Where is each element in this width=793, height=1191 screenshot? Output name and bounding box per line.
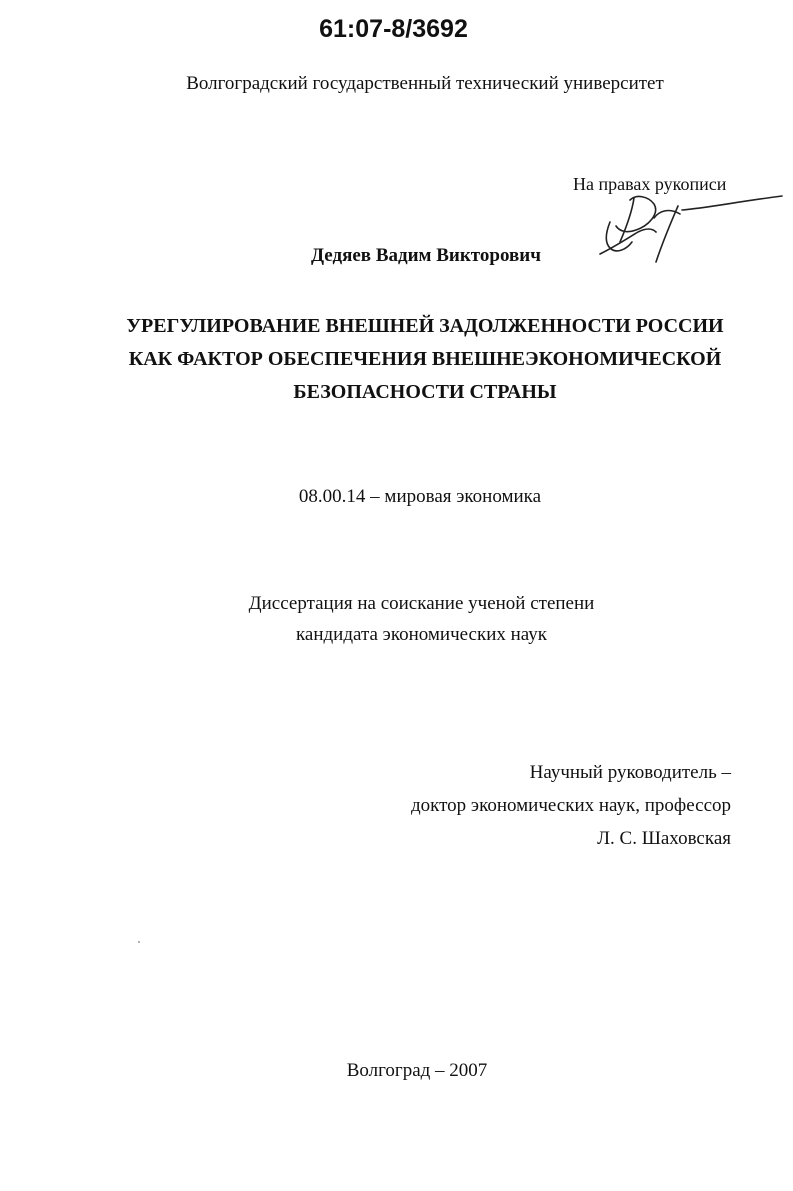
handwritten-signature-icon [596,188,786,268]
signature-stroke [606,222,632,251]
scan-speck [138,941,140,943]
supervisor-block [411,756,731,855]
signature-stroke [616,197,656,232]
signature-stroke [656,206,678,262]
author-name: Дедяев Вадим Викторович [311,245,541,266]
degree-statement [0,588,793,650]
title-line: УРЕГУЛИРОВАНИЕ ВНЕШНЕЙ ЗАДОЛЖЕННОСТИ РОССИИ [126,315,724,337]
supervisor-role: Научный руководитель – [529,762,731,783]
degree-line: кандидата экономических наук [295,624,548,645]
library-stamp-number: 61:07-8/3692 [319,15,468,43]
title-line: БЕЗОПАСНОСТИ СТРАНЫ [293,381,557,403]
dissertation-title [0,310,793,409]
title-line: КАК ФАКТОР ОБЕСПЕЧЕНИЯ ВНЕШНЕЭКОНОМИЧЕСКОЙ [128,348,722,370]
manuscript-rights-label: На правах рукописи [573,174,727,194]
supervisor-credentials: доктор экономических наук, профессор [410,795,731,816]
specialty-code: 08.00.14 – мировая экономика [298,486,542,507]
university-name: Волгоградский государственный технический университет [186,73,664,94]
signature-stroke [682,196,782,210]
city-year: Волгоград – 2007 [346,1060,488,1081]
supervisor-name: Л. С. Шаховская [597,828,731,849]
signature-stroke [600,229,656,254]
degree-line: Диссертация на соискание ученой степени [248,593,595,614]
